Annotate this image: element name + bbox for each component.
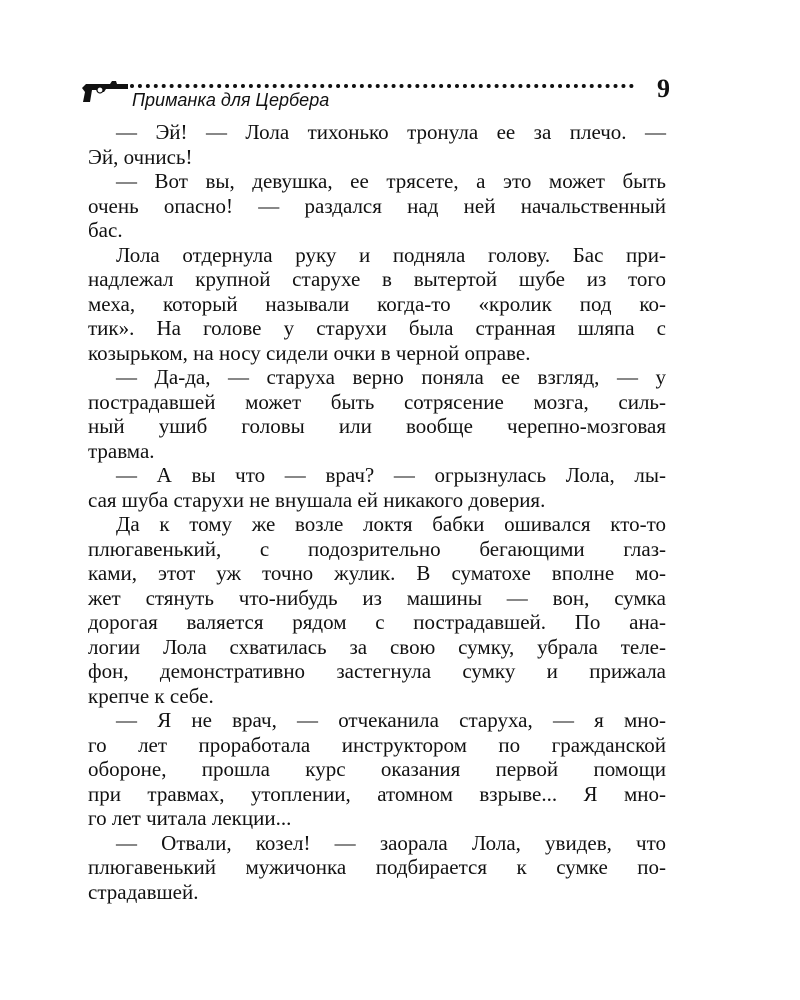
text-line: обороне, прошла курс оказания первой помощи <box>88 757 666 781</box>
text-line: жет стянуть что-нибудь из машины — вон, сумка <box>88 585 666 610</box>
text-line: Да к тому же возле локтя бабки ошивался кто-то <box>116 512 666 536</box>
text-line: го лет читала лекции... <box>88 806 292 830</box>
text-line: логии Лола схватилась за свою сумку, убрала теле- <box>88 634 666 659</box>
text-line: козырьком, на носу сидели очки в черной оправе. <box>88 340 531 365</box>
header-dotted-rule <box>130 84 634 88</box>
text-line: — А вы что — врач? — огрызнулась Лола, лы- <box>116 463 666 487</box>
text-line: ный ушиб головы или вообще черепно-мозговая <box>88 414 666 438</box>
text-line: меха, который называли когда-то «кролик под ко- <box>88 291 666 316</box>
running-title: Приманка для Цербера <box>132 90 330 110</box>
text-line: — Я не врач, — отчеканила старуха, — я мно- <box>116 708 666 732</box>
page-number: 9 <box>657 74 670 103</box>
text-line: крепче к себе. <box>88 683 214 708</box>
text-line: травма. <box>88 438 155 463</box>
text-line: го лет проработала инструктором по гражданской <box>88 732 666 757</box>
text-line: плюгавенький мужичонка подбирается к сумке по- <box>88 855 666 879</box>
text-line: пострадавшей может быть сотрясение мозга, силь- <box>88 389 666 414</box>
text-line: плюгавенький, с подозрительно бегающими глаз- <box>88 536 666 561</box>
text-line: страдавшей. <box>88 879 199 904</box>
text-line: Лола отдернула руку и подняла голову. Бас при- <box>116 242 666 267</box>
text-line: надлежал крупной старухе в вытертой шубе из того <box>88 267 666 291</box>
text-line: — Отвали, козел! — заорала Лола, увидев, что <box>116 830 666 855</box>
text-line: при травмах, утоплении, атомном взрыве... Я мно- <box>88 781 666 806</box>
page-header <box>80 74 670 114</box>
text-line: очень опасно! — раздался над ней начальственный <box>88 193 666 218</box>
text-line: фон, демонстративно застегнула сумку и прижала <box>88 659 666 683</box>
text-line: ками, этот уж точно жулик. В суматохе вполне мо- <box>88 561 666 585</box>
body-text <box>88 120 666 904</box>
text-line: Эй, очнись! <box>88 144 193 169</box>
text-line: сая шуба старухи не внушала ей никакого доверия. <box>88 487 546 512</box>
text-line: — Эй! — Лола тихонько тронула ее за плечо. — <box>116 120 666 144</box>
text-line: тик». На голове у старухи была странная шляпа с <box>88 316 666 340</box>
text-line: бас. <box>88 218 123 242</box>
text-line: — Вот вы, девушка, ее трясете, а это может быть <box>116 169 666 193</box>
revolver-icon <box>80 78 130 106</box>
text-line: дорогая валяется рядом с пострадавшей. По ана- <box>88 610 666 634</box>
text-line: — Да-да, — старуха верно поняла ее взгляд, — у <box>116 365 666 389</box>
